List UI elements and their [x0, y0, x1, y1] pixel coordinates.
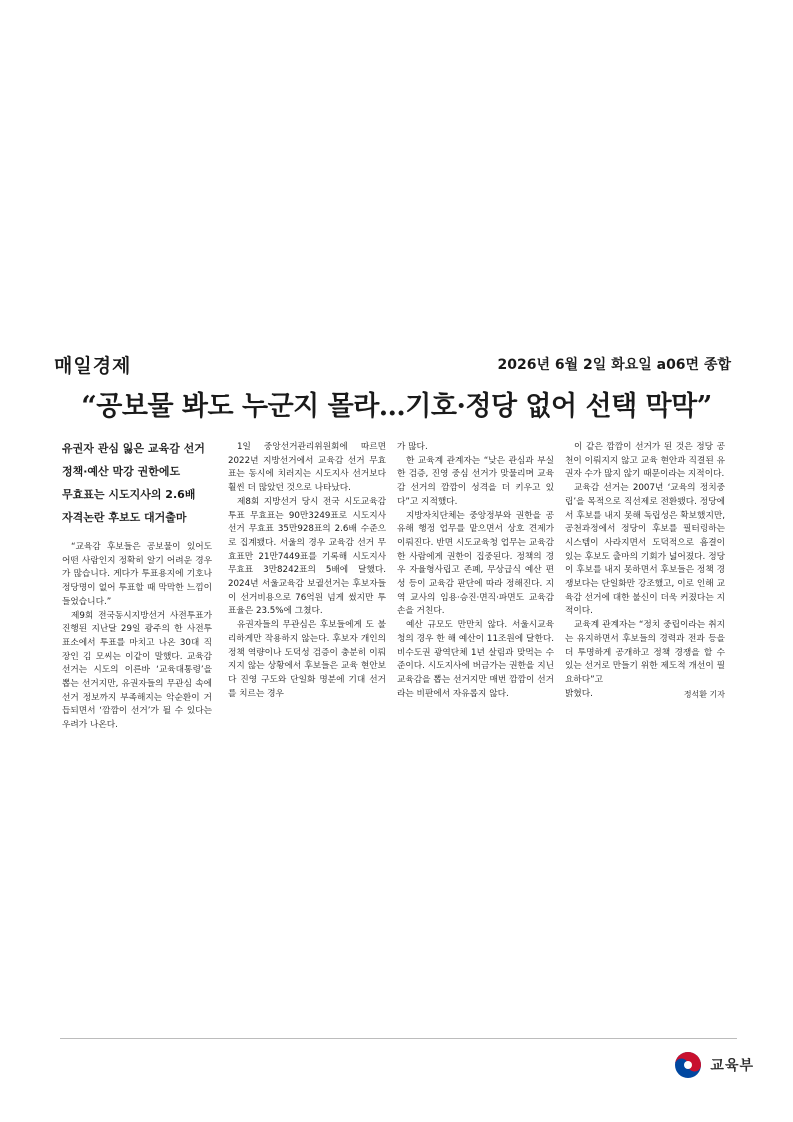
- byline: [565, 688, 725, 702]
- article-paragraph: 이 같은 깜깜이 선거가 된 것은 정당 공천이 이뤄지지 않고 교육 현안과 직결된 유권자 수가 많지 않기 때문이라는 지적이다.: [565, 442, 725, 480]
- reporter-name: 정석환 기자: [683, 689, 725, 699]
- article-paragraph: 제8회 지방선거 당시 전국 시도교육감 투표 무효표는 90만3249표로 시도지사 선거 무효표 35만928표의 2.6배 수준으로 집계됐다. 서울의 경우 교육감 선거 무효표만 21만7449표를 기록해 시도지사 무효표 3만8242표의 5배에 달했다. 2024년 서울교육감 보궐선거는 후보자들이 선거비용으로 76억원 넘게 썼지만 투표율은 23.5%에 그쳤다.: [228, 496, 386, 617]
- article-paragraph: 지방자치단체는 중앙정부와 권한을 공유해 행정 업무를 맡으면서 상호 견제가 이뤄진다. 반면 시도교육청 업무는 교육감 한 사람에게 권한이 집중된다. 정책의 경우 자율형사립고 존폐, 무상급식 예산 편성 등이 교육감 판단에 따라 정해진다. 지역 교사의 임용·승진·면직·파면도 교육감 손을 거친다.: [397, 510, 554, 617]
- article-paragraph: 교육감 선거는 2007년 ‘교육의 정치중립’을 목적으로 직선제로 전환됐다. 정당에서 후보를 내지 못해 독립성은 확보했지만, 공천과정에서 정당이 후보를 필터링하는 시스템이 사라지면서 도덕적으로 흠결이 있는 후보도 출마의 기회가 넓어졌다. 정당이 후보를 내지 못하면서 후보들은 정책 경쟁보다는 단일화만 강조했고, 이로 인해 교육감 선거에 대한 불신이 더욱 커졌다는 지적이다.: [565, 483, 725, 617]
- footer-divider: [60, 1038, 737, 1039]
- ministry-logo: [673, 1050, 754, 1080]
- closing-text: 밝혔다.: [565, 688, 593, 699]
- article-paragraph: 교육계 관계자는 “정치 중립이라는 취지는 유지하면서 후보들의 경력과 전과 등을 더 투명하게 공개하고 정책 경쟁을 할 수 있는 선거로 만들기 위한 제도적 개선이 필요하다”고: [565, 620, 725, 685]
- ministry-name: 교육부: [710, 1058, 754, 1074]
- subhead: 정책·예산 막강 권한에도: [62, 465, 181, 478]
- article-paragraph: 유권자들의 무관심은 후보들에게 도 불리하게만 작용하지 않는다. 후보자 개인의 정책 역량이나 도덕성 검증이 충분히 이뤄지지 않는 상황에서 후보들은 교육 현안보다 진영 구도와 단일화 명분에 기대 선거를 치르는 경우: [228, 620, 386, 699]
- article-column-3: [397, 441, 554, 701]
- article-paragraph: “교육감 후보들은 공보물이 있어도 어떤 사람인지 정확히 알기 어려운 경우가 많습니다. 게다가 투표용지에 기호나 정당명이 없어 투표할 때 막막한 느낌이 들었습니다.”: [62, 542, 212, 607]
- subhead: 유권자 관심 잃은 교육감 선거: [62, 442, 205, 455]
- article-column-4: [565, 441, 725, 701]
- subhead: 자격논란 후보도 대거출마: [62, 511, 187, 524]
- article-paragraph: 예산 규모도 만만치 않다. 서울시교육청의 경우 한 해 예산이 11조원에 달한다. 비수도권 광역단체 1년 살림과 맞먹는 수준이다. 시도지사에 버금가는 권한을 지닌 교육감을 뽑는 선거지만 매번 깜깜이 선거라는 비판에서 자유롭지 않다.: [397, 620, 554, 699]
- taegeuk-emblem-icon: [673, 1050, 703, 1080]
- dateline: 2026년 6월 2일 화요일 a06면 종합: [497, 357, 731, 373]
- article-paragraph: 제9회 전국동시지방선거 사전투표가 진행된 지난달 29일 광주의 한 사전투표소에서 투표를 마치고 나온 30대 직장인 김 모씨는 이같이 말했다. 교육감 선거는 시도의 이른바 ‘교육대통령’을 뽑는 선거지만, 유권자들의 무관심 속에 선거 정보까지 부족해지는 악순환이 거듭되면서 ‘깜깜이 선거’가 될 수 있다는 우려가 나온다.: [62, 610, 212, 731]
- article-column-2: [228, 441, 386, 701]
- subhead: 무효표는 시도지사의 2.6배: [62, 488, 196, 501]
- article-paragraph: 가 많다.: [397, 442, 428, 452]
- masthead: 매일경제: [54, 355, 132, 377]
- headline: “공보물 봐도 누군지 몰라…기호·정당 없어 선택 막막”: [81, 391, 712, 422]
- article-paragraph: 1일 중앙선거관리위원회에 따르면 2022년 지방선거에서 교육감 선거 무효표는 동시에 치러지는 시도지사 선거보다 훨씬 더 많았던 것으로 나타났다.: [228, 442, 386, 494]
- subheads: [62, 437, 212, 529]
- article-paragraph: 한 교육계 관계자는 “낮은 관심과 부실한 검증, 진영 중심 선거가 맞물리며 교육감 선거의 깜깜이 성격을 더 키우고 있다”고 지적했다.: [397, 455, 554, 507]
- article-column-1: [62, 541, 212, 733]
